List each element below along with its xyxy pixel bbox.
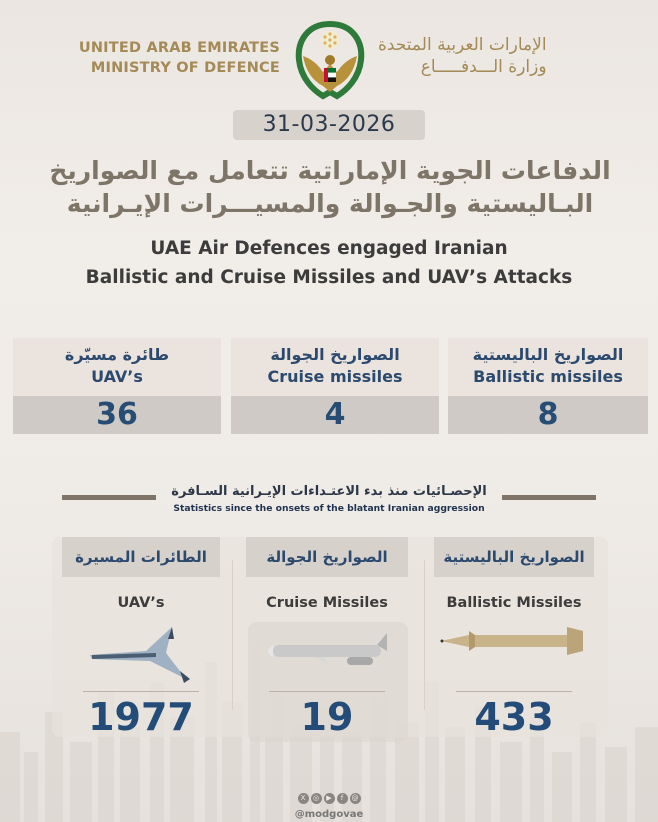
org-name-ar <box>378 34 547 78</box>
date-badge: 31-03-2026 <box>233 110 425 140</box>
stat-label-en: Cruise Missiles <box>266 595 388 611</box>
statistics-heading-en: Statistics since the onsets of the blatant Iranian aggression <box>173 503 485 514</box>
stat-header-ar: الطائرات المسيرة <box>62 537 220 577</box>
title-en-line2: Ballistic and Cruise Missiles and UAV’s Attacks <box>85 267 573 288</box>
divider-line <box>502 495 596 500</box>
today-card-label <box>13 338 221 396</box>
social-icons <box>0 788 658 807</box>
today-card-uav <box>13 338 221 434</box>
today-card-label <box>448 338 648 396</box>
today-card-cruise <box>231 338 439 434</box>
label-en: UAV’s <box>91 367 143 386</box>
today-count-value: 4 <box>231 396 439 434</box>
x-icon[interactable]: X <box>298 793 309 804</box>
org-en-line1: UNITED ARAB EMIRATES <box>78 40 280 56</box>
facebook-icon[interactable]: f <box>337 793 348 804</box>
today-card-ballistic <box>448 338 648 434</box>
stat-value: 19 <box>300 695 354 739</box>
today-card-label <box>231 338 439 396</box>
org-en-line2: MINISTRY OF DEFENCE <box>90 60 280 76</box>
today-count-value: 8 <box>448 396 648 434</box>
instagram-icon[interactable]: ◎ <box>311 793 322 804</box>
youtube-icon[interactable]: ▶ <box>324 793 335 804</box>
divider-line <box>83 691 199 692</box>
label-ar: الصواريخ الباليستية <box>472 345 624 364</box>
uae-eagle-emblem-icon <box>293 20 367 100</box>
social-handle: @modgovae <box>294 809 364 820</box>
stat-label-en: Ballistic Missiles <box>446 595 582 611</box>
divider-line <box>456 691 572 692</box>
title-ar-line2: البـاليستية والجـوالة والمسيـــرات الإيـرانية <box>66 189 594 218</box>
stat-header-ar: الصواريخ الجوالة <box>246 537 408 577</box>
column-separator <box>424 560 425 710</box>
label-ar: طائرة مسيّرة <box>64 345 170 364</box>
label-ar: الصواريخ الجوالة <box>270 345 400 364</box>
org-name-en <box>79 38 280 78</box>
column-separator <box>232 560 233 710</box>
stat-column-cruise <box>246 537 408 740</box>
stat-column-uav <box>62 537 220 740</box>
statistics-heading <box>62 484 596 524</box>
title-english <box>20 234 638 292</box>
statistics-heading-ar: الإحصـائيات منذ بدء الاعتـداءات الإيـرانية السـافرة <box>171 484 487 499</box>
org-ar-line1: الإمارات العربية المتحدة <box>378 35 547 55</box>
stat-value: 1977 <box>88 695 194 739</box>
org-ar-line2: وزارة الـــدفـــــاع <box>420 57 547 77</box>
stat-header-ar: الصواريخ الباليستية <box>434 537 594 577</box>
stat-label-en: UAV’s <box>117 595 165 611</box>
title-ar-line1: الدفاعات الجوية الإماراتية تتعامل مع الصواريخ <box>49 156 611 185</box>
divider-line <box>62 495 156 500</box>
divider-line <box>269 691 385 692</box>
stat-value: 433 <box>474 695 554 739</box>
label-en: Ballistic missiles <box>473 367 623 386</box>
stat-column-ballistic <box>434 537 594 740</box>
today-count-value: 36 <box>13 396 221 434</box>
cruise-missile-icon <box>246 621 408 685</box>
title-arabic <box>40 154 620 220</box>
threads-icon[interactable]: @ <box>351 794 359 802</box>
label-en: Cruise missiles <box>267 367 403 386</box>
drone-icon <box>62 621 220 685</box>
social-footer <box>0 788 658 820</box>
ballistic-missile-icon <box>434 621 594 685</box>
header <box>0 28 658 108</box>
title-en-line1: UAE Air Defences engaged Iranian <box>150 238 508 259</box>
